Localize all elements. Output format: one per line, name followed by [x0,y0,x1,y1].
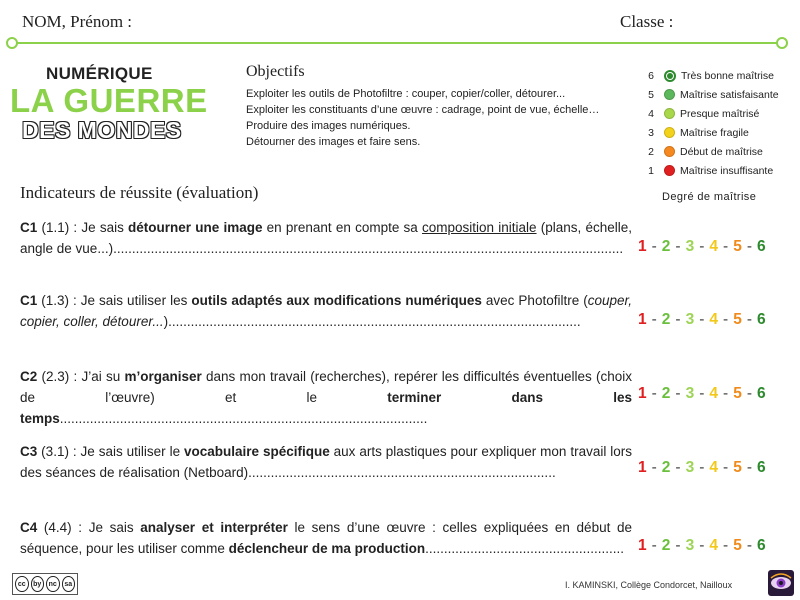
objective-item: Exploiter les outils de Photofiltre : couper, copier/coller, détourer... [246,88,566,100]
mastery-dot-icon [664,146,675,157]
title-line-2: LA GUERRE [10,82,208,119]
title-line-3: DES MONDES [22,117,182,143]
mastery-level[interactable]: 4 [709,459,719,476]
mastery-level[interactable]: 5 [733,385,742,402]
criterion-segment: .................................................................................................. [59,411,428,426]
mastery-scale [638,238,766,256]
objectives-title: Objectifs [246,63,305,80]
scale-separator: - [699,311,705,328]
scale-separator: - [699,537,705,554]
legend-item [642,123,779,142]
scale-separator: - [651,459,657,476]
mastery-scale [638,311,766,329]
legend-number: 5 [648,88,654,101]
scale-separator: - [746,385,752,402]
mastery-scale [638,459,766,477]
mastery-level[interactable]: 2 [661,311,671,328]
objective-item: Exploiter les constituants d’une œuvre : cadrage, point de vue, échelle… [246,104,600,116]
legend-item [642,85,779,104]
scale-separator: - [699,238,705,255]
title-line-1: NUMÉRIQUE [46,64,153,83]
name-label: NOM, Prénom : [22,12,133,31]
criterion-segment: m’organiser [124,369,202,384]
legend-number: 2 [648,145,654,158]
mastery-scale [638,385,766,403]
criterion-segment: ..................................................... [425,541,624,556]
criterion-segment: C2 [20,369,38,384]
mastery-level[interactable]: 3 [685,459,695,476]
scale-separator: - [723,311,729,328]
degree-title: Degré de maîtrise [662,191,757,203]
scale-separator: - [746,311,752,328]
by-icon: by [31,576,45,592]
criterion-text [20,517,632,559]
criterion-segment: analyser et interpréter [140,520,288,535]
legend-number: 6 [648,69,654,82]
mastery-level[interactable]: 6 [756,459,766,476]
mastery-level[interactable]: 5 [733,311,742,328]
cc-icon: cc [15,576,29,592]
header-rule [12,42,782,44]
mastery-level[interactable]: 3 [685,385,695,402]
mastery-level[interactable]: 6 [756,385,766,402]
scale-separator: - [746,537,752,554]
mastery-level[interactable]: 2 [661,385,671,402]
scale-separator: - [651,311,657,328]
objective-item: Produire des images numériques. [246,120,411,132]
criterion-text [20,441,632,483]
criterion-segment: (1.3) : Je sais utiliser les [37,293,192,308]
legend-label: Début de maîtrise [680,145,763,158]
scale-separator: - [675,238,681,255]
criterion-segment: C3 [20,444,38,459]
mastery-level[interactable]: 2 [661,459,671,476]
scale-separator: - [746,238,752,255]
sa-icon: sa [62,576,76,592]
mastery-level[interactable]: 4 [709,537,719,554]
mastery-level[interactable]: 6 [756,238,766,255]
mastery-dot-icon [664,89,675,100]
indicators-title: Indicateurs de réussite (évaluation) [20,183,259,202]
scale-separator: - [675,385,681,402]
legend-item [642,142,779,161]
mastery-dot-icon [664,165,675,176]
mastery-level[interactable]: 2 [661,238,671,255]
mastery-level[interactable]: 6 [756,537,766,554]
legend-label: Très bonne maîtrise [681,69,774,82]
scale-separator: - [651,537,657,554]
criterion-text [20,366,632,429]
mastery-level[interactable]: 3 [685,311,695,328]
rule-left-dot [6,37,18,49]
criterion-segment: vocabulaire spécifique [184,444,330,459]
mastery-dot-icon [664,108,675,119]
objective-item: Détourner des images et faire sens. [246,136,421,148]
mastery-level[interactable]: 6 [756,311,766,328]
rule-right-dot [776,37,788,49]
mastery-level[interactable]: 1 [638,238,647,255]
author-credit: I. KAMINSKI, Collège Condorcet, Nailloux [565,580,733,590]
mastery-dot-icon [664,127,675,138]
scale-separator: - [651,385,657,402]
criterion-segment: déclencheur de ma production [228,541,426,556]
criterion-segment: (4.4) : Je sais [37,520,141,535]
mastery-level[interactable]: 4 [709,385,719,402]
legend-item [642,161,779,180]
mastery-legend [642,66,779,180]
legend-number: 1 [648,164,654,177]
scale-separator: - [723,238,729,255]
criterion-segment: (3.1) : Je sais utiliser le [37,444,185,459]
mastery-level[interactable]: 1 [638,537,647,554]
mastery-level[interactable]: 1 [638,459,647,476]
mastery-level[interactable]: 3 [685,537,695,554]
scale-separator: - [723,459,729,476]
mastery-scale [638,537,766,555]
criterion-segment: C1 [20,220,38,235]
mastery-level[interactable]: 5 [733,238,742,255]
criterion-segment: composition initiale [422,220,537,235]
legend-number: 4 [648,107,654,120]
legend-item [642,104,779,123]
scale-separator: - [651,238,657,255]
legend-number: 3 [648,126,654,139]
criterion-segment: aux arts plastiques pour expliquer mon travail lors des séances de réalisation (Netboard).................................................................................. [20,444,633,480]
mastery-level[interactable]: 3 [685,238,695,255]
criterion-segment: en prenant en compte sa [262,220,423,235]
criterion-segment: couper, copier, coller, détourer... [20,293,633,329]
scale-separator: - [675,537,681,554]
eye-logo-icon [768,570,794,596]
mastery-level[interactable]: 4 [709,238,719,255]
criterion-segment: C1 [20,293,38,308]
class-label: Classe : [620,12,674,31]
criterion-segment: C4 [20,520,38,535]
criterion-segment: terminer dans les temps [20,390,632,426]
mastery-level[interactable]: 5 [733,459,742,476]
objectives-list [246,86,599,150]
legend-label: Presque maîtrisé [680,107,760,120]
scale-separator: - [699,385,705,402]
legend-label: Maîtrise satisfaisante [680,88,779,101]
legend-label: Maîtrise insuffisante [680,164,774,177]
mastery-dot-icon [664,70,676,82]
criterion-segment: ).............................................................................................................. [163,314,581,329]
mastery-level[interactable]: 4 [709,311,719,328]
scale-separator: - [746,459,752,476]
mastery-level[interactable]: 1 [638,385,647,402]
criterion-segment: le sens d’une œuvre : celles expliquées en début de séquence, pour les utiliser comme [20,520,632,556]
legend-label: Maîtrise fragile [680,126,749,139]
criterion-segment: (1.1) : Je sais [37,220,129,235]
criterion-text [20,290,632,332]
cc-license-badge [12,573,78,595]
scale-separator: - [675,459,681,476]
criterion-segment: dans mon travail (recherches), repérer les difficultés éventuelles (choix de l’œuvre) et le [20,369,632,405]
scale-separator: - [699,459,705,476]
legend-item [642,66,779,85]
scale-separator: - [723,385,729,402]
criterion-segment: (2.3) : J’ai su [37,369,125,384]
criterion-segment: détourner une image [128,220,263,235]
scale-separator: - [675,311,681,328]
mastery-level[interactable]: 1 [638,311,647,328]
criterion-text [20,217,632,259]
scale-separator: - [723,537,729,554]
criterion-segment: outils adaptés aux modifications numériques [191,293,482,308]
nc-icon: nc [46,576,60,592]
criterion-segment: avec Photofiltre ( [481,293,588,308]
mastery-level[interactable]: 5 [733,537,742,554]
criterion-segment: (plans, échelle, angle de vue...)........................................................................................................................................ [20,220,632,256]
mastery-level[interactable]: 2 [661,537,671,554]
